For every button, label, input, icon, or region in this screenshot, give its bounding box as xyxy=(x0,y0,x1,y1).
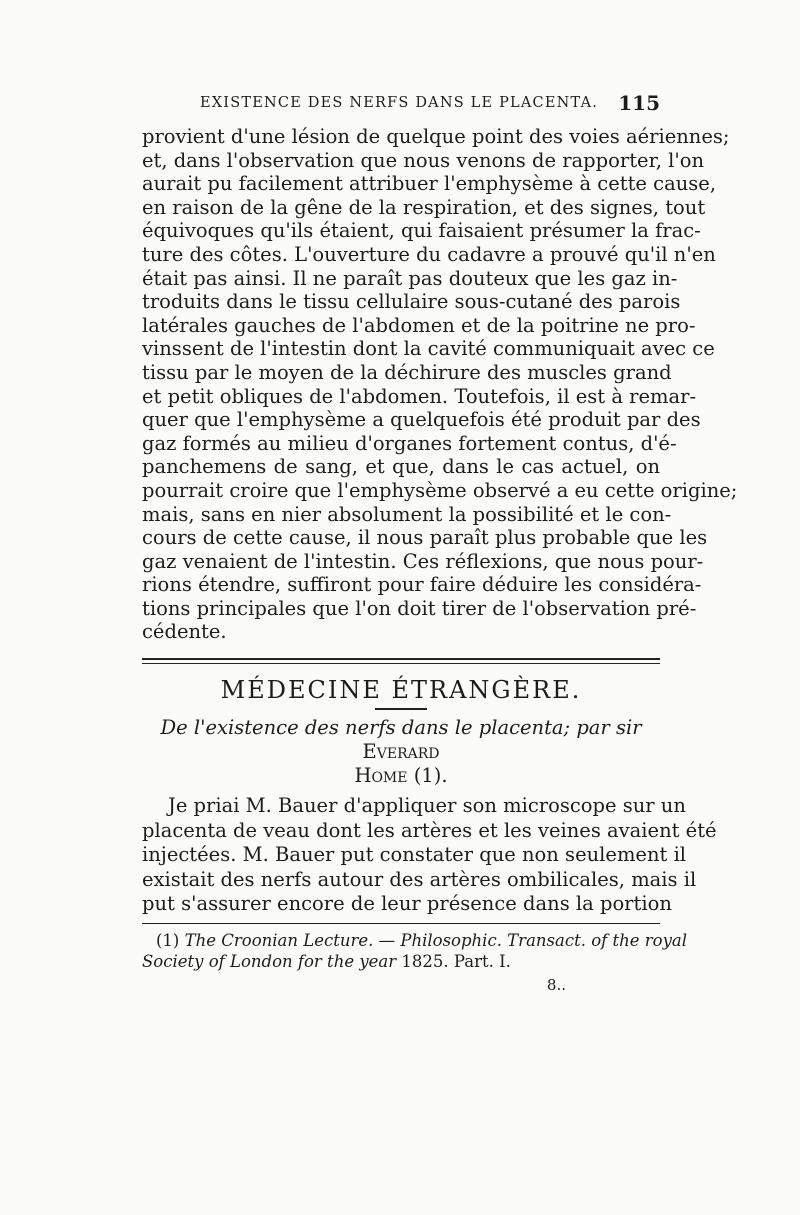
footnote-divider xyxy=(142,923,660,924)
text-line: quer que l'emphysème a quelquefois été produit par des xyxy=(142,408,701,432)
article-title xyxy=(142,716,660,788)
footnote xyxy=(142,930,688,972)
text-line: injectées. M. Bauer put constater que non seulement il xyxy=(142,843,687,867)
page-number: 115 xyxy=(618,91,660,115)
text-line: gaz venaient de l'intestin. Ces réflexions, que nous pour- xyxy=(142,549,704,573)
text-line: gaz formés au milieu d'organes fortement contus, d'é- xyxy=(142,431,677,455)
text-line: équivoques qu'ils étaient, qui faisaient présumer la frac- xyxy=(142,219,701,243)
text-line: cédente. xyxy=(142,620,227,644)
signature-row xyxy=(142,976,660,996)
text-line: cours de cette cause, il nous paraît plus probable que les xyxy=(142,526,708,550)
text-line: tions principales que l'on doit tirer de l'observation pré- xyxy=(142,596,697,620)
footnote-line xyxy=(142,951,660,972)
running-title: EXISTENCE DES NERFS DANS LE PLACENTA. xyxy=(200,95,599,111)
footnote-year: 1825. Part. I. xyxy=(396,951,511,971)
text-line: put s'assurer encore de leur présence dans la portion xyxy=(142,892,672,916)
text-line: mais, sans en nier absolument la possibilité et le con- xyxy=(142,502,672,526)
article-author-first: Everard xyxy=(362,740,440,764)
text-line: pourrait croire que l'emphysème observé a eu cette origine; xyxy=(142,478,738,502)
text-line: latérales gauches de l'abdomen et de la poitrine ne pro- xyxy=(142,313,696,337)
section-divider xyxy=(142,658,660,664)
text-line: aurait pu facilement attribuer l'emphysème à cette cause, xyxy=(142,172,717,196)
text-line: tissu par le moyen de la déchirure des muscles grand xyxy=(142,360,672,384)
text-line: provient d'une lésion de quelque point des voies aériennes; xyxy=(142,125,730,148)
text-line: placenta de veau dont les artères et les veines avaient été xyxy=(142,818,717,842)
text-line: ture des côtes. L'ouverture du cadavre a prouvé qu'il n'en xyxy=(142,242,716,266)
section-title: MÉDECINE ÉTRANGÈRE. xyxy=(220,676,582,705)
printer-signature: 8.. xyxy=(546,975,566,994)
title-rule xyxy=(375,708,427,710)
text-line: panchemens de sang, et que, dans le cas actuel, on xyxy=(142,455,660,479)
text-line: Je priai M. Bauer d'appliquer son microscope sur un xyxy=(168,794,686,818)
footnote-line xyxy=(142,930,688,951)
text-line: troduits dans le tissu cellulaire sous-cutané des parois xyxy=(142,290,681,314)
text-line: rions étendre, suffiront pour faire déduire les considéra- xyxy=(142,573,702,597)
footnote-marker: (1) xyxy=(156,930,180,950)
article-author-last: Home xyxy=(354,764,408,788)
text-line: vinssent de l'intestin dont la cavité communiquait avec ce xyxy=(142,337,715,361)
article-paragraph xyxy=(142,794,717,917)
footnote-citation-cont: Society of London for the year xyxy=(142,951,397,971)
text-line: en raison de la gêne de la respiration, et des signes, tout xyxy=(142,195,706,219)
text-line: et petit obliques de l'abdomen. Toutefois, il est à remar- xyxy=(142,384,697,408)
article-title-text: De l'existence des nerfs dans le placenta; par sir xyxy=(160,716,642,740)
text-line: existait des nerfs autour des artères ombilicales, mais il xyxy=(142,867,697,891)
text-line: et, dans l'observation que nous venons de rapporter, l'on xyxy=(142,148,705,172)
text-line: était pas ainsi. Il ne paraît pas douteux que les gaz in- xyxy=(142,266,678,290)
body-paragraph xyxy=(142,125,738,644)
footnote-ref: (1). xyxy=(407,764,448,788)
running-head xyxy=(142,91,660,125)
book-page xyxy=(142,91,738,996)
footnote-citation: The Croonian Lecture. — Philosophic. Transact. of the royal xyxy=(184,930,688,950)
